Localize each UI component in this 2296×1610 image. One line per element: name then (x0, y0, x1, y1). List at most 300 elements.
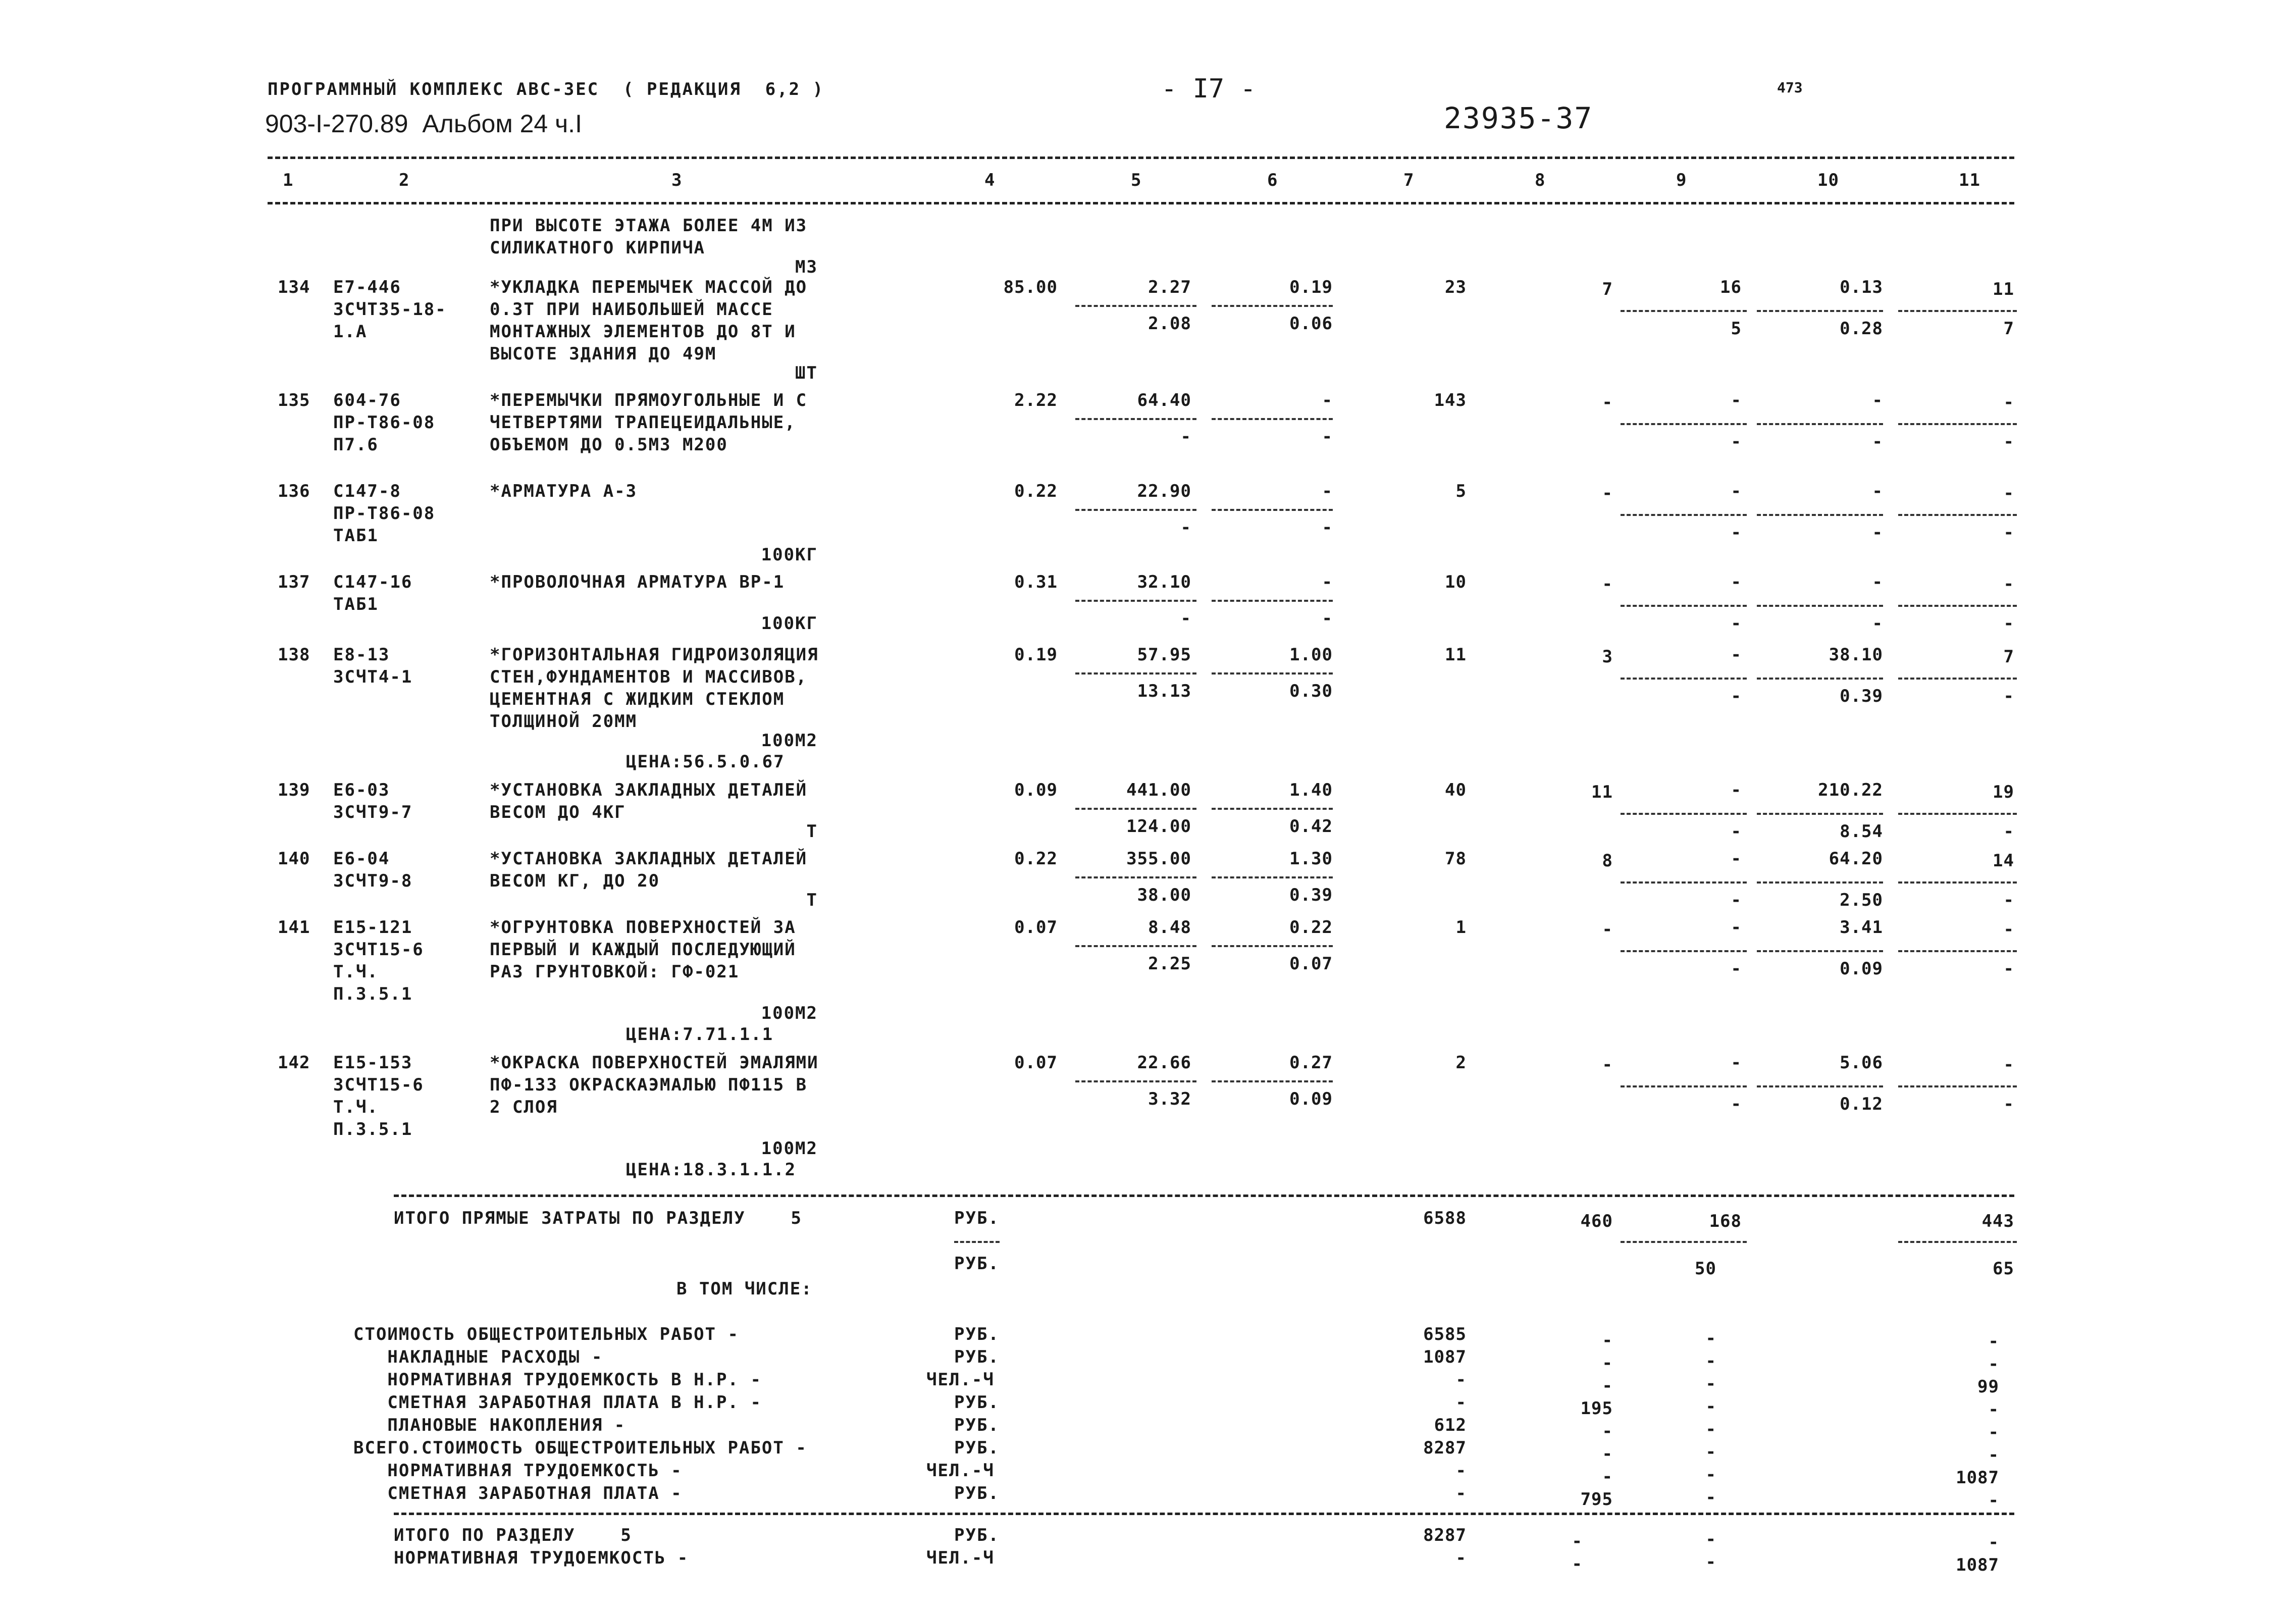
row-labor-wage: 0.28 (1840, 319, 1883, 339)
direct-costs-divider (1898, 1241, 2017, 1243)
row-unit-labor-wage: 0.30 (1289, 681, 1333, 701)
section-total-cost: 8287 (1423, 1525, 1467, 1545)
column-header-8: 8 (1535, 170, 1546, 190)
row-machine: - (1731, 481, 1742, 501)
breakdown-machine: - (1705, 1442, 1716, 1462)
breakdown-machine: - (1705, 1374, 1716, 1394)
row-code: ЗСЧТ4-1 (333, 667, 413, 687)
breakdown-machine: - (1705, 1396, 1716, 1417)
direct-costs-total: 6588 (1423, 1208, 1467, 1228)
document-code: 23935-37 (1444, 101, 1593, 135)
row-machine: - (1731, 390, 1742, 410)
row-quantity: 0.09 (1014, 780, 1058, 800)
row-code: ЗСЧТ35-18- (333, 299, 447, 320)
row-divider (1212, 305, 1333, 307)
row-number: 137 (278, 572, 310, 592)
breakdown-total: - (1455, 1461, 1467, 1481)
page-number: - I7 - (1161, 74, 1256, 104)
breakdown-label: НОРМАТИВНАЯ ТРУДОЕМКОСТЬ В Н.Р. - (353, 1370, 762, 1390)
row-total-wage: - (1602, 919, 1613, 940)
row-description: *ОКРАСКА ПОВЕРХНОСТЕЙ ЭМАЛЯМИ (490, 1053, 819, 1073)
row-total-wage: 3 (1602, 647, 1613, 667)
breakdown-wage: - (1602, 1353, 1613, 1373)
row-code: Е7-446 (333, 277, 401, 297)
row-labor: 5.06 (1840, 1053, 1883, 1073)
section-total-labor: - (1988, 1532, 1999, 1552)
row-code: ПР-Т86-08 (333, 412, 436, 433)
row-divider (1621, 813, 1747, 815)
row-labor-total: - (2003, 392, 2014, 412)
row-description: ТОЛЩИНОЙ 20ММ (490, 711, 638, 732)
section-total-machine: - (1705, 1529, 1716, 1549)
row-total-cost: 2 (1455, 1053, 1467, 1073)
row-code: С147-8 (333, 481, 401, 501)
direct-costs-unit: РУБ. (954, 1208, 1000, 1228)
row-description: *ПЕРЕМЫЧКИ ПРЯМОУГОЛЬНЫЕ И С (490, 390, 808, 410)
row-price-note: ЦЕНА:56.5.0.67 (626, 752, 785, 772)
row-unit: ШТ (795, 363, 818, 383)
row-divider (1212, 1080, 1333, 1082)
row-divider (1075, 418, 1196, 420)
row-divider (1621, 678, 1747, 680)
row-code: ЗСЧТ15-6 (333, 940, 424, 960)
row-unit: М3 (795, 257, 818, 277)
row-description: *ОГРУНТОВКА ПОВЕРХНОСТЕЙ ЗА (490, 917, 796, 938)
row-unit-labor: 0.19 (1289, 277, 1333, 297)
row-labor: - (1872, 390, 1883, 410)
row-description: *УКЛАДКА ПЕРЕМЫЧЕК МАССОЙ ДО (490, 277, 808, 297)
breakdown-machine: - (1705, 1419, 1716, 1439)
row-unit-labor: - (1322, 481, 1333, 501)
row-code: ТАБ1 (333, 594, 379, 614)
row-divider (1898, 881, 2017, 884)
row-number: 139 (278, 780, 310, 800)
row-labor-wage: - (1872, 523, 1883, 543)
row-description: ВЕСОМ КГ, ДО 20 (490, 871, 660, 891)
breakdown-unit: РУБ. (954, 1438, 1000, 1458)
row-quantity: 0.31 (1014, 572, 1058, 592)
column-header-2: 2 (399, 170, 410, 190)
row-unit-labor-wage: 0.09 (1289, 1089, 1333, 1109)
breakdown-labor: - (1988, 1422, 1999, 1442)
row-machine-wage: - (1731, 821, 1742, 842)
row-unit-labor-wage: 0.42 (1289, 816, 1333, 837)
row-divider (1212, 418, 1333, 420)
row-divider (1621, 1085, 1747, 1087)
row-total-wage: 11 (1591, 782, 1613, 802)
section-labor-label: НОРМАТИВНАЯ ТРУДОЕМКОСТЬ - (394, 1548, 689, 1568)
column-header-3: 3 (671, 170, 683, 190)
breakdown-total: - (1455, 1483, 1467, 1503)
row-unit-labor-wage: - (1322, 608, 1333, 629)
row-labor-total: - (2003, 574, 2014, 594)
row-number: 138 (278, 645, 310, 665)
row-code: ТАБ1 (333, 526, 379, 546)
row-code: 604-76 (333, 390, 401, 410)
row-divider (1757, 423, 1883, 425)
column-header-10: 10 (1817, 170, 1839, 190)
row-divider (1212, 945, 1333, 947)
direct-costs-machine: 168 (1709, 1211, 1742, 1231)
row-divider (1075, 305, 1196, 307)
breakdown-label: СМЕТНАЯ ЗАРАБОТНАЯ ПЛАТА - (353, 1483, 683, 1503)
row-machine-wage: - (1731, 890, 1742, 910)
row-total-cost: 11 (1445, 645, 1467, 665)
row-code: ЗСЧТ15-6 (333, 1075, 424, 1095)
row-machine: 16 (1720, 277, 1742, 297)
breakdown-unit: ЧЕЛ.-Ч (926, 1370, 995, 1390)
section-labor-value: 1087 (1956, 1555, 1999, 1575)
column-header-9: 9 (1676, 170, 1687, 190)
row-unit-cost: 57.95 (1137, 645, 1191, 665)
column-header-bottom-border (268, 202, 2014, 204)
row-labor-total-wage: - (2003, 821, 2014, 842)
row-code: Т.Ч. (333, 1097, 379, 1117)
row-labor-total: - (2003, 483, 2014, 503)
row-unit-cost-wage: 13.13 (1137, 681, 1191, 701)
row-code: ПР-Т86-08 (333, 503, 436, 524)
row-description: СИЛИКАТНОГО КИРПИЧА (490, 238, 705, 258)
row-divider (1621, 310, 1747, 312)
breakdown-machine: - (1705, 1351, 1716, 1371)
row-unit-cost-wage: - (1180, 517, 1191, 538)
breakdown-unit: РУБ. (954, 1392, 1000, 1413)
breakdown-wage: - (1602, 1330, 1613, 1351)
row-divider (1212, 876, 1333, 878)
row-description: ОБЪЕМОМ ДО 0.5М3 М200 (490, 435, 728, 455)
row-machine-wage: - (1731, 959, 1742, 979)
row-divider (1075, 509, 1196, 511)
row-code: С147-16 (333, 572, 413, 592)
row-unit-cost: 32.10 (1137, 572, 1191, 592)
row-divider (1075, 672, 1196, 674)
row-divider (1075, 600, 1196, 602)
breakdown-labor: - (1988, 1399, 1999, 1420)
row-total-cost: 143 (1434, 390, 1467, 410)
row-price-note: ЦЕНА:7.71.1.1 (626, 1024, 774, 1045)
row-divider (1898, 423, 2017, 425)
row-divider (1075, 876, 1196, 878)
row-unit-labor-wage: 0.39 (1289, 885, 1333, 905)
row-divider (1621, 950, 1747, 952)
row-labor-total-wage: - (2003, 959, 2014, 979)
row-machine-wage: - (1731, 686, 1742, 706)
row-machine-wage: - (1731, 613, 1742, 634)
row-divider (1212, 600, 1333, 602)
breakdown-wage: 195 (1580, 1398, 1613, 1419)
row-labor-wage: - (1872, 432, 1883, 452)
row-code: Е6-03 (333, 780, 390, 800)
row-divider (1621, 605, 1747, 607)
row-unit-cost-wage: 38.00 (1137, 885, 1191, 905)
breakdown-labor: 99 (1977, 1377, 1999, 1397)
breakdown-label: СМЕТНАЯ ЗАРАБОТНАЯ ПЛАТА В Н.Р. - (353, 1392, 762, 1413)
column-header-11: 11 (1959, 170, 1980, 190)
row-labor-total-wage: - (2003, 613, 2014, 634)
breakdown-label: НОРМАТИВНАЯ ТРУДОЕМКОСТЬ - (353, 1461, 683, 1481)
row-divider (1757, 514, 1883, 516)
row-code: П.3.5.1 (333, 984, 413, 1004)
row-description: ЦЕМЕНТНАЯ С ЖИДКИМ СТЕКЛОМ (490, 689, 785, 709)
column-header-6: 6 (1267, 170, 1278, 190)
row-code: П.3.5.1 (333, 1119, 413, 1139)
row-description: 2 СЛОЯ (490, 1097, 558, 1117)
row-divider (1621, 423, 1747, 425)
breakdown-labor: - (1988, 1354, 1999, 1374)
row-machine: - (1731, 1053, 1742, 1073)
breakdown-machine: - (1705, 1328, 1716, 1348)
row-unit-labor-wage: 0.07 (1289, 954, 1333, 974)
breakdown-unit: РУБ. (954, 1415, 1000, 1435)
row-divider (1898, 514, 2017, 516)
breakdown-label: НАКЛАДНЫЕ РАСХОДЫ - (353, 1347, 603, 1367)
row-labor: 38.10 (1829, 645, 1883, 665)
row-divider (1898, 605, 2017, 607)
row-total-wage: 7 (1602, 279, 1613, 299)
column-header-4: 4 (984, 170, 996, 190)
row-labor: 0.13 (1840, 277, 1883, 297)
table-top-border (268, 157, 2014, 159)
breakdown-machine: - (1705, 1465, 1716, 1485)
row-labor-wage: 8.54 (1840, 821, 1883, 842)
row-divider (1898, 1085, 2017, 1087)
row-divider (1898, 678, 2017, 680)
breakdown-label: СТОИМОСТЬ ОБЩЕСТРОИТЕЛЬНЫХ РАБОТ - (353, 1324, 739, 1344)
section-labor-total: - (1455, 1548, 1467, 1568)
row-labor-total: 11 (1993, 279, 2014, 299)
row-machine: - (1731, 645, 1742, 665)
breakdown-total: 1087 (1423, 1347, 1467, 1367)
row-unit-labor-wage: - (1322, 427, 1333, 447)
section-total-unit: РУБ. (954, 1525, 1000, 1545)
row-labor: 210.22 (1818, 780, 1883, 800)
row-unit-cost-wage: 124.00 (1126, 816, 1191, 837)
breakdown-unit: РУБ. (954, 1324, 1000, 1344)
breakdown-labor: - (1988, 1445, 1999, 1465)
row-number: 134 (278, 277, 310, 297)
row-description: *АРМАТУРА А-3 (490, 481, 638, 501)
breakdown-label: ПЛАНОВЫЕ НАКОПЛЕНИЯ - (353, 1415, 626, 1435)
row-description: МОНТАЖНЫХ ЭЛЕМЕНТОВ ДО 8Т И (490, 322, 796, 342)
row-description: ПФ-133 ОКРАСКАЭМАЛЬЮ ПФ115 В (490, 1075, 808, 1095)
row-unit-labor: 0.22 (1289, 917, 1333, 938)
breakdown-wage: - (1602, 1444, 1613, 1464)
row-unit-cost-wage: - (1180, 427, 1191, 447)
breakdown-machine: - (1705, 1487, 1716, 1508)
section-labor-wage: - (1572, 1554, 1583, 1574)
breakdown-unit: РУБ. (954, 1347, 1000, 1367)
row-unit-cost: 22.90 (1137, 481, 1191, 501)
row-unit-cost-wage: 2.25 (1148, 954, 1191, 974)
row-description: РАЗ ГРУНТОВКОЙ: ГФ-021 (490, 962, 740, 982)
breakdown-wage: - (1602, 1421, 1613, 1441)
direct-costs-wage: 460 (1580, 1211, 1613, 1231)
breakdown-wage: - (1602, 1467, 1613, 1487)
row-code: Е15-153 (333, 1053, 413, 1073)
row-labor-total: 19 (1993, 782, 2014, 802)
row-machine-wage: - (1731, 523, 1742, 543)
row-divider (1757, 1085, 1883, 1087)
row-description: *ПРОВОЛОЧНАЯ АРМАТУРА ВР-1 (490, 572, 785, 592)
row-total-cost: 10 (1445, 572, 1467, 592)
row-unit: 100КГ (761, 613, 818, 634)
totals-top-border (394, 1194, 2014, 1197)
including-label: В ТОМ ЧИСЛЕ: (676, 1279, 813, 1299)
row-labor-total-wage: - (2003, 890, 2014, 910)
row-divider (1898, 310, 2017, 312)
row-unit-labor: 1.30 (1289, 849, 1333, 869)
row-labor-wage: 0.39 (1840, 686, 1883, 706)
row-price-note: ЦЕНА:18.3.1.1.2 (626, 1160, 797, 1180)
row-divider (1757, 813, 1883, 815)
row-description: ВЫСОТЕ ЗДАНИЯ ДО 49М (490, 344, 717, 364)
direct-costs-labor-wage: 65 (1993, 1259, 2014, 1279)
program-title: ПРОГРАММНЫЙ КОМПЛЕКС АВС-3ЕС ( РЕДАКЦИЯ 6,2 ) (268, 79, 825, 99)
row-code: Е15-121 (333, 917, 413, 938)
row-unit-cost: 64.40 (1137, 390, 1191, 410)
row-machine: - (1731, 917, 1742, 938)
row-unit-labor: 1.40 (1289, 780, 1333, 800)
row-unit-cost: 355.00 (1126, 849, 1191, 869)
breakdown-total: 612 (1434, 1415, 1467, 1435)
row-total-cost: 5 (1455, 481, 1467, 501)
row-description: СТЕН,ФУНДАМЕНТОВ И МАССИВОВ, (490, 667, 808, 687)
row-unit-labor: 1.00 (1289, 645, 1333, 665)
row-unit-labor: - (1322, 390, 1333, 410)
row-labor-total: - (2003, 919, 2014, 940)
row-code: ЗСЧТ9-8 (333, 871, 413, 891)
row-unit-cost-wage: 3.32 (1148, 1089, 1191, 1109)
row-unit-labor-wage: 0.06 (1289, 314, 1333, 334)
row-labor: 64.20 (1829, 849, 1883, 869)
row-unit: Т (806, 890, 818, 910)
column-header-7: 7 (1403, 170, 1415, 190)
row-total-wage: - (1602, 483, 1613, 503)
row-divider (1757, 678, 1883, 680)
section-labor-machine: - (1705, 1552, 1716, 1572)
row-number: 142 (278, 1053, 310, 1073)
row-quantity: 0.22 (1014, 481, 1058, 501)
row-total-wage: 8 (1602, 851, 1613, 871)
row-labor-wage: - (1872, 613, 1883, 634)
direct-costs-divider (954, 1241, 1000, 1243)
row-divider (1757, 881, 1883, 884)
row-description: ПРИ ВЫСОТЕ ЭТАЖА БОЛЕЕ 4М ИЗ (490, 216, 808, 236)
section-labor-unit: ЧЕЛ.-Ч (926, 1548, 995, 1568)
row-labor: - (1872, 572, 1883, 592)
row-divider (1212, 672, 1333, 674)
row-code: Е8-13 (333, 645, 390, 665)
column-header-1: 1 (283, 170, 294, 190)
row-unit-cost-wage: - (1180, 608, 1191, 629)
row-divider (1212, 509, 1333, 511)
row-total-cost: 78 (1445, 849, 1467, 869)
row-labor-wage: 0.09 (1840, 959, 1883, 979)
row-machine: - (1731, 572, 1742, 592)
row-unit-labor-wage: - (1322, 517, 1333, 538)
breakdown-wage: - (1602, 1376, 1613, 1396)
section-total-wage: - (1572, 1531, 1583, 1551)
row-labor-wage: 0.12 (1840, 1094, 1883, 1114)
row-description: *УСТАНОВКА ЗАКЛАДНЫХ ДЕТАЛЕЙ (490, 849, 808, 869)
breakdown-unit: ЧЕЛ.-Ч (926, 1461, 995, 1481)
breakdown-labor: - (1988, 1490, 1999, 1511)
row-description: *ГОРИЗОНТАЛЬНАЯ ГИДРОИЗОЛЯЦИЯ (490, 645, 819, 665)
row-labor-total-wage: - (2003, 1094, 2014, 1114)
row-unit-cost: 2.27 (1148, 277, 1191, 297)
breakdown-total: 8287 (1423, 1438, 1467, 1458)
row-quantity: 2.22 (1014, 390, 1058, 410)
row-labor-total: - (2003, 1055, 2014, 1075)
row-quantity: 0.19 (1014, 645, 1058, 665)
row-total-cost: 1 (1455, 917, 1467, 938)
direct-costs-unit-2: РУБ. (954, 1254, 1000, 1274)
breakdown-label: ВСЕГО.СТОИМОСТЬ ОБЩЕСТРОИТЕЛЬНЫХ РАБОТ - (353, 1438, 807, 1458)
row-labor-total-wage: - (2003, 432, 2014, 452)
row-total-cost: 23 (1445, 277, 1467, 297)
row-divider (1075, 945, 1196, 947)
row-divider (1898, 813, 2017, 815)
row-description: ЧЕТВЕРТЯМИ ТРАПЕЦЕИДАЛЬНЫЕ, (490, 412, 796, 433)
album-title: 903-I-270.89 Альбом 24 ч.I (265, 110, 582, 138)
row-divider (1898, 950, 2017, 952)
row-total-wage: - (1602, 1055, 1613, 1075)
breakdown-labor: 1087 (1956, 1468, 1999, 1488)
row-description: *УСТАНОВКА ЗАКЛАДНЫХ ДЕТАЛЕЙ (490, 780, 808, 800)
row-quantity: 85.00 (1003, 277, 1058, 297)
column-header-5: 5 (1131, 170, 1142, 190)
breakdown-labor: - (1988, 1331, 1999, 1352)
row-unit: 100М2 (761, 731, 818, 751)
row-description: ПЕРВЫЙ И КАЖДЫЙ ПОСЛЕДУЮЩИЙ (490, 940, 796, 960)
row-quantity: 0.07 (1014, 1053, 1058, 1073)
section-total-border (394, 1513, 2014, 1515)
row-divider (1075, 808, 1196, 810)
direct-costs-machine-wage: 50 (1695, 1259, 1716, 1279)
breakdown-total: - (1455, 1370, 1467, 1390)
row-unit-cost: 8.48 (1148, 917, 1191, 938)
row-unit: 100М2 (761, 1003, 818, 1023)
row-total-wage: - (1602, 574, 1613, 594)
row-unit-cost: 441.00 (1126, 780, 1191, 800)
row-unit: Т (806, 821, 818, 842)
breakdown-unit: РУБ. (954, 1483, 1000, 1503)
row-machine-wage: - (1731, 1094, 1742, 1114)
direct-costs-labor: 443 (1981, 1211, 2014, 1231)
row-quantity: 0.22 (1014, 849, 1058, 869)
row-machine: - (1731, 849, 1742, 869)
row-divider (1757, 950, 1883, 952)
row-machine-wage: 5 (1731, 319, 1742, 339)
row-labor: - (1872, 481, 1883, 501)
row-divider (1757, 310, 1883, 312)
row-total-wage: - (1602, 392, 1613, 412)
row-divider (1621, 514, 1747, 516)
row-unit-labor: 0.27 (1289, 1053, 1333, 1073)
row-code: Е6-04 (333, 849, 390, 869)
row-total-cost: 40 (1445, 780, 1467, 800)
breakdown-wage: 795 (1580, 1489, 1613, 1510)
row-code: 1.А (333, 322, 368, 342)
row-unit-cost: 22.66 (1137, 1053, 1191, 1073)
row-labor: 3.41 (1840, 917, 1883, 938)
direct-costs-divider (1621, 1241, 1747, 1243)
row-unit: 100М2 (761, 1138, 818, 1159)
row-code: П7.6 (333, 435, 379, 455)
row-number: 140 (278, 849, 310, 869)
row-labor-wage: 2.50 (1840, 890, 1883, 910)
row-code: ЗСЧТ9-7 (333, 802, 413, 822)
